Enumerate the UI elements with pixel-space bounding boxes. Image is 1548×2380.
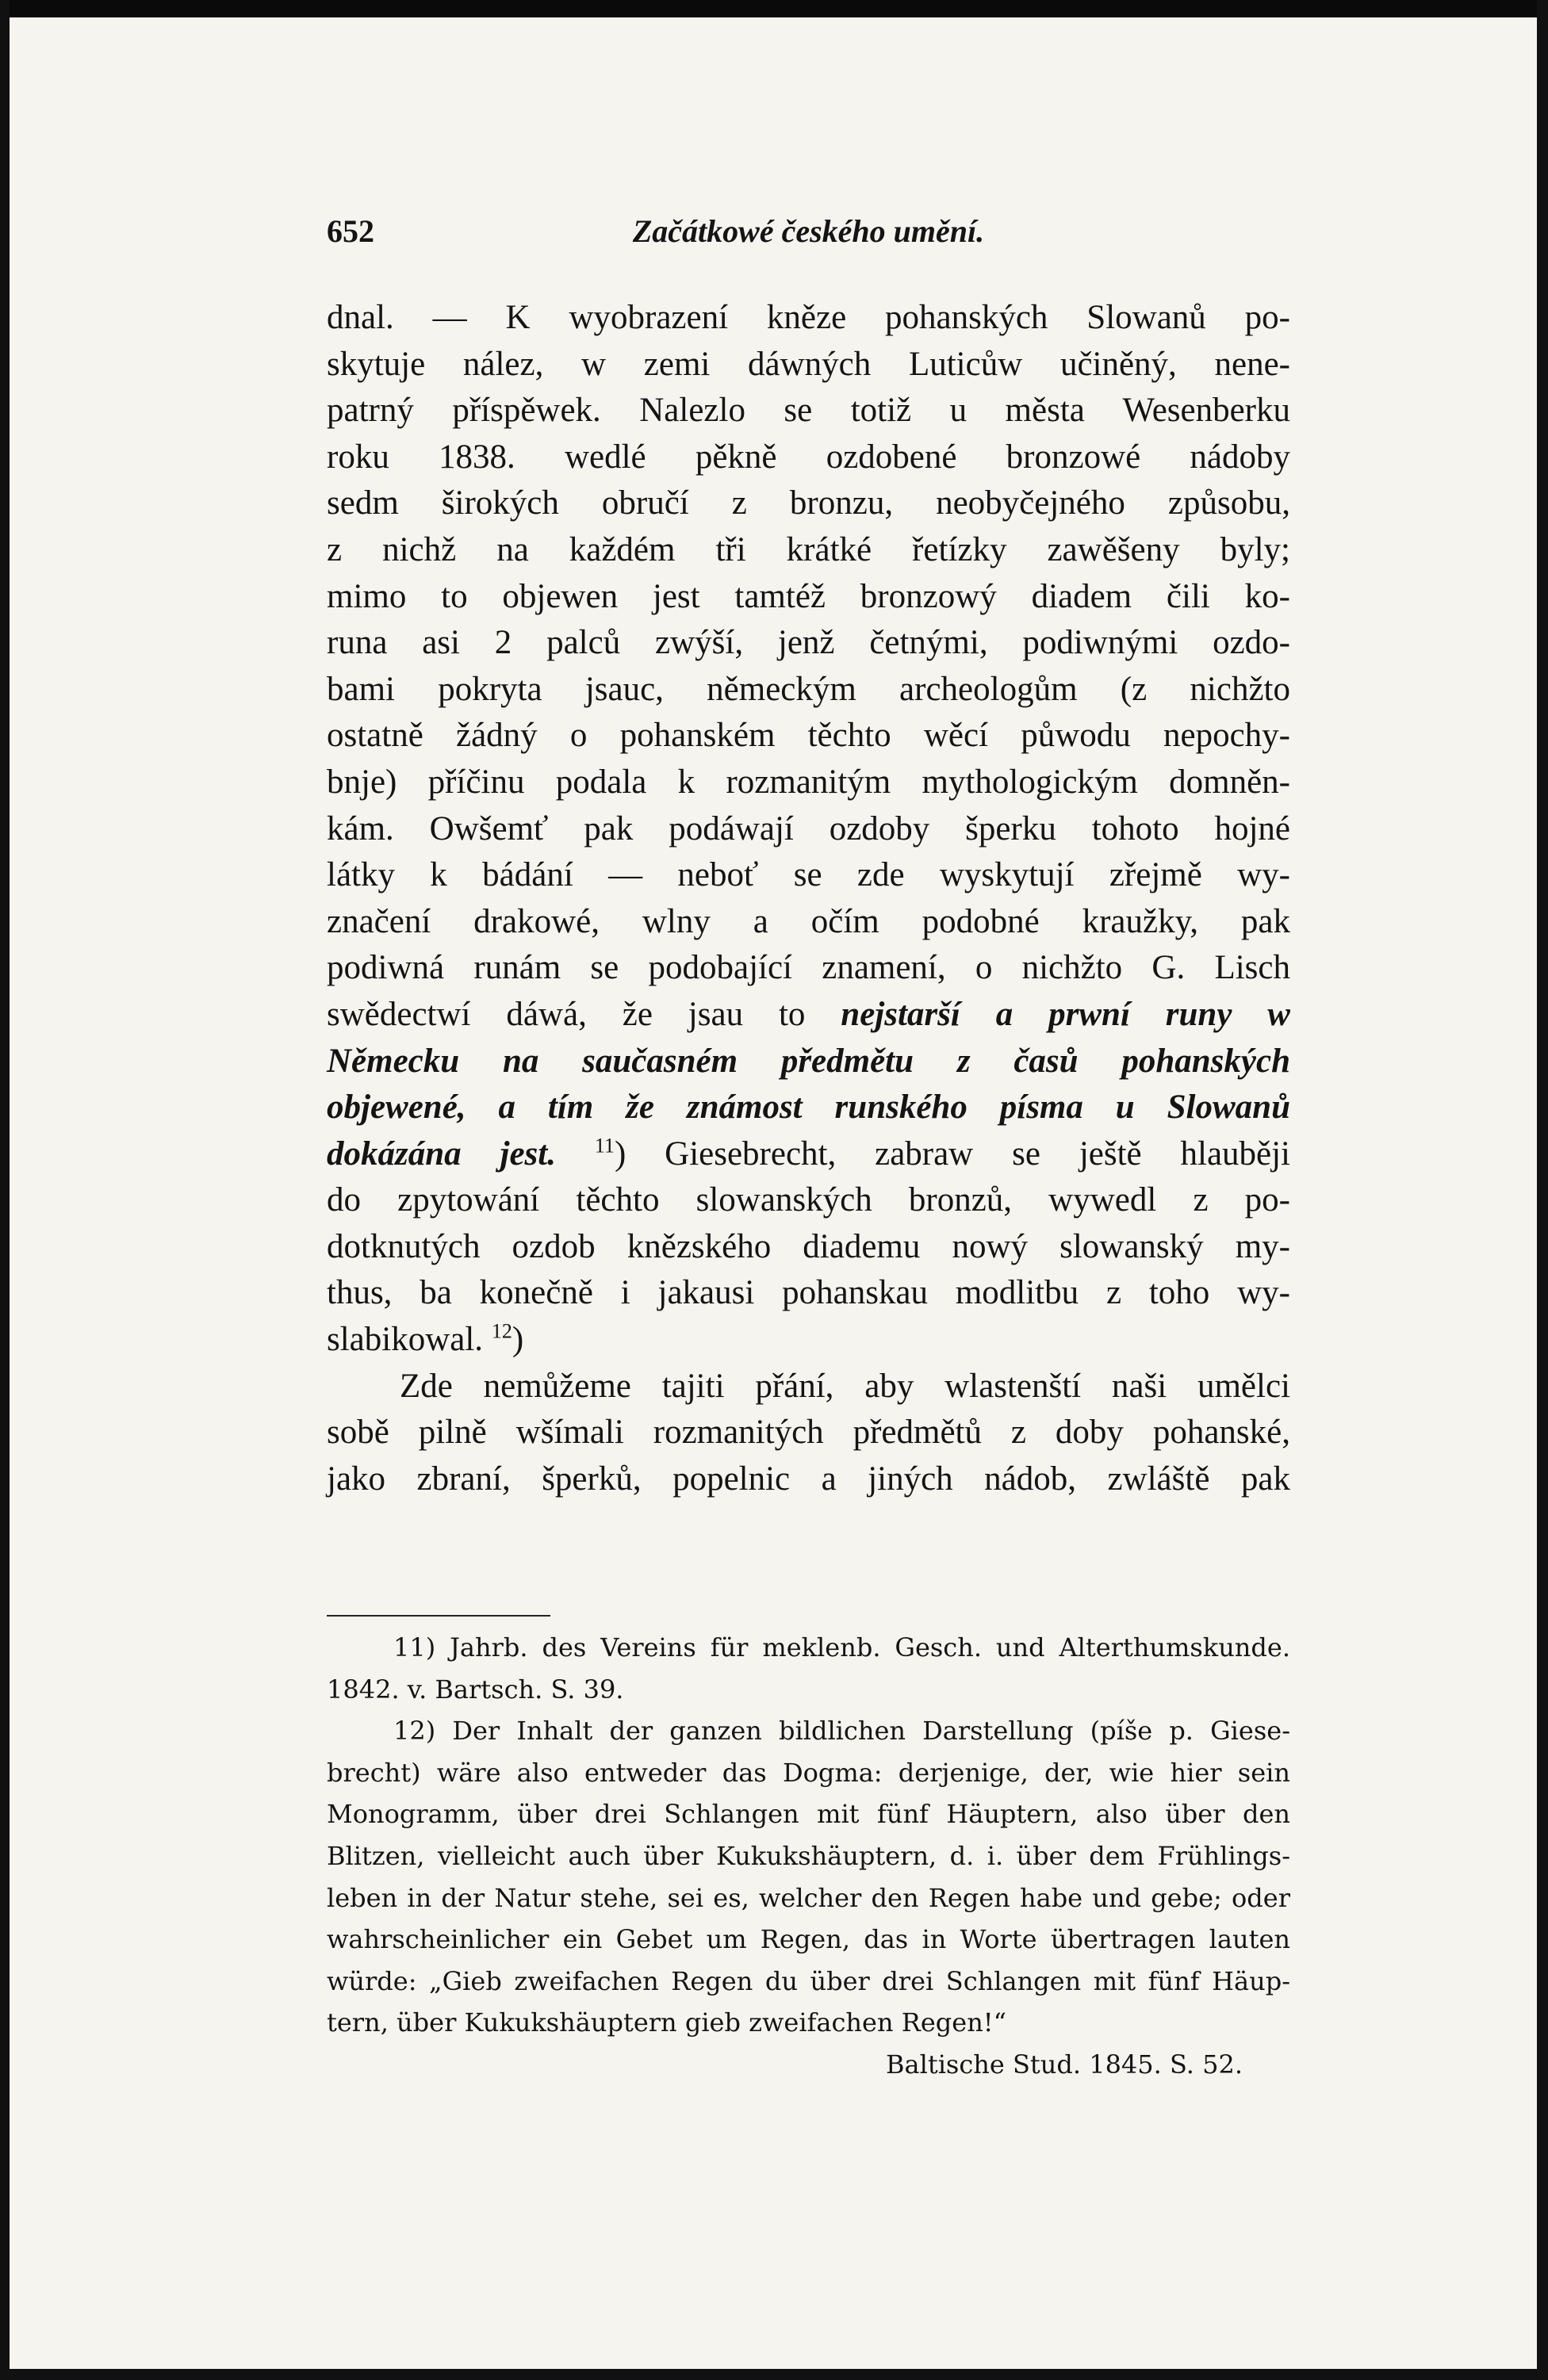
body-text — [327, 295, 1290, 1502]
scan-border-left — [0, 0, 10, 2380]
footnote-source: Baltische Stud. 1845. S. 52. — [886, 2049, 1243, 2080]
footnote-line: Blitzen, vielleicht auch über Kukukshäuptern, d. i. über dem Frühlings- — [327, 1840, 1290, 1871]
text-segment: swědectwí dáwá, že jsau to — [327, 995, 841, 1033]
running-title: Začátkowé českého umění. — [632, 213, 985, 249]
footnote-line: brecht) wäre also entweder das Dogma: derjenige, der, wie hier sein — [327, 1757, 1290, 1788]
text-line: jako zbraní, šperků, popelnic a jiných nádob, zwláště pak — [327, 1460, 1290, 1498]
footnote-line: Monogramm, über drei Schlangen mit fünf Häuptern, also über den — [327, 1799, 1290, 1830]
text-line: bnje) příčinu podala k rozmanitým mythologickým domněn- — [327, 763, 1290, 801]
text-line: podiwná runám se podobající znamení, o nichžto G. Lisch — [327, 949, 1290, 987]
text-line: sobě pilně wšímali rozmanitých předmětů z doby pohanské, — [327, 1414, 1290, 1452]
footnote-11: 11) Jahrb. des Vereins für meklenb. Gesch. und Alterthumskunde. — [393, 1632, 1290, 1663]
scan-border-right — [1537, 0, 1548, 2380]
footnote-line: wahrscheinlicher ein Gebet um Regen, das in Worte übertragen lauten — [327, 1924, 1290, 1955]
emphasis-text: nejstarší a prwní runy w — [841, 995, 1290, 1033]
footnote-line: 1842. v. Bartsch. S. 39. — [327, 1674, 624, 1705]
page-header — [327, 212, 1290, 260]
text-line: dnal. — K wyobrazení kněze pohanských Slowanů po- — [327, 299, 1290, 336]
text-line: sedm širokých obručí z bronzu, neobyčejného způsobu, — [327, 484, 1290, 522]
footnote-12: 12) Der Inhalt der ganzen bildlichen Darstellung (píše p. Giese- — [393, 1716, 1290, 1747]
emphasis-text: dokázána jest. — [327, 1135, 556, 1173]
text-line: runa asi 2 palců zwýší, jenž četnými, podiwnými ozdo- — [327, 624, 1290, 662]
text-line: kám. Owšemť pak podáwají ozdoby šperku tohoto hojné — [327, 809, 1290, 848]
paragraph-start-line: Zde nemůžeme tajiti přání, aby wlastenští naši umělci — [400, 1367, 1290, 1405]
text-line: látky k bádání — neboť se zde wyskytují zřejmě wy- — [327, 856, 1290, 894]
scan-border-bottom — [0, 2369, 1548, 2380]
footnote-line: würde: „Gieb zweifachen Regen du über drei Schlangen mit fünf Häup- — [327, 1965, 1290, 1996]
text-line: do zpytowání těchto slowanských bronzů, wywedl z po- — [327, 1181, 1290, 1219]
text-line: z nichž na každém tři krátké řetízky zawěšeny byly; — [327, 530, 1290, 568]
text-line: skytuje nález, w zemi dáwných Luticůw učiněný, nene- — [327, 345, 1290, 383]
text-line: značení drakowé, wlny a očím podobné kraužky, pak — [327, 902, 1290, 940]
text-segment: slabikowal. — [327, 1321, 492, 1359]
footnote-separator — [327, 1615, 550, 1617]
text-line: dotknutých ozdob knězského diademu nowý slowanský my- — [327, 1227, 1290, 1265]
text-line: thus, ba konečně i jakausi pohanskau modlitbu z toho wy- — [327, 1274, 1290, 1312]
text-line — [327, 1131, 1290, 1178]
text-line — [327, 1317, 1290, 1364]
footnote-line: tern, über Kukukshäuptern gieb zweifachen Regen!“ — [327, 2007, 1007, 2038]
text-line: patrný příspěwek. Nalezlo se totiž u města Wesenberku — [327, 392, 1290, 430]
text-line: mimo to objewen jest tamtéž bronzowý diadem čili ko- — [327, 577, 1290, 615]
text-line: roku 1838. wedlé pěkně ozdobené bronzowé nádoby — [327, 438, 1290, 476]
text-line: ostatně žádný o pohanském těchto wěcí půwodu nepochy- — [327, 717, 1290, 755]
footnote-line: leben in der Natur stehe, sei es, welcher den Regen habe und gebe; oder — [327, 1882, 1290, 1913]
text-line: bami pokryta jsauc, německým archeologům (z nichžto — [327, 670, 1290, 708]
text-line — [327, 992, 1290, 1039]
text-segment: ) — [512, 1321, 524, 1359]
page-number: 652 — [327, 213, 374, 249]
scan-border-top — [0, 0, 1548, 17]
footnote-ref-12: 12 — [491, 1319, 512, 1343]
emphasis-line: objewené, a tím že známost runského písma u Slowanů — [327, 1089, 1290, 1127]
footnotes — [327, 1627, 1290, 2086]
footnote-ref-11: 11 — [594, 1134, 615, 1157]
emphasis-line: Německu na saučasném předmětu z časů pohanských — [327, 1042, 1290, 1080]
text-segment: ) Giesebrecht, zabraw se ještě hlauběji — [614, 1135, 1291, 1173]
